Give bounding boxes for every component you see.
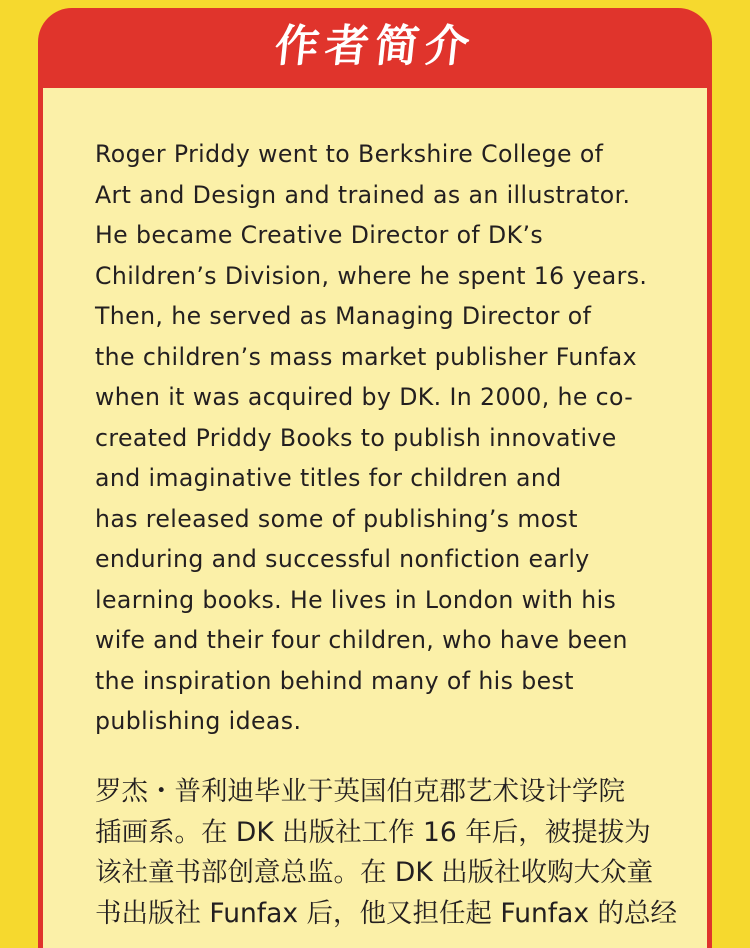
card-title: 作者简介 [272, 21, 478, 72]
bio-en-line: publishing ideas. [95, 707, 302, 735]
bio-zh-line: 罗杰・普利迪毕业于英国伯克郡艺术设计学院 [95, 776, 625, 807]
bio-en-line: Art and Design and trained as an illustrator. [95, 180, 631, 209]
bio-zh-line: 书出版社 Funfax 后，他又担任起 Funfax 的总经 [95, 897, 677, 929]
bio-en-line: Roger Priddy went to Berkshire College of [95, 140, 604, 168]
bio-en-line: and imaginative titles for children and [95, 464, 562, 492]
author-intro-card [38, 8, 712, 948]
bio-en-line: Then, he served as Managing Director of [95, 302, 592, 330]
bio-en-line: the children’s mass market publisher Funfax [95, 342, 638, 371]
bio-zh-line: 该社童书部创意总监。在 DK 出版社收购大众童 [95, 857, 654, 888]
bio-en-line: enduring and successful nonfiction early [95, 545, 590, 573]
bio-en-line: has released some of publishing’s most [95, 504, 578, 533]
bio-en-line: learning books. He lives in London with his [95, 585, 617, 614]
bio-en-line: wife and their four children, who have been [95, 626, 628, 654]
card-body [43, 88, 707, 948]
bio-english [95, 134, 675, 742]
bio-en-line: when it was acquired by DK. In 2000, he co- [95, 383, 634, 411]
bio-chinese [95, 772, 675, 934]
bio-en-line: Children’s Division, where he spent 16 years. [95, 261, 648, 290]
bio-en-line: He became Creative Director of DK’s [95, 221, 544, 249]
bio-zh-line: 插画系。在 DK 出版社工作 16 年后，被提拔为 [95, 816, 651, 848]
bio-en-line: the inspiration behind many of his best [95, 666, 574, 695]
bio-en-line: created Priddy Books to publish innovative [95, 423, 617, 452]
card-header [38, 8, 712, 86]
